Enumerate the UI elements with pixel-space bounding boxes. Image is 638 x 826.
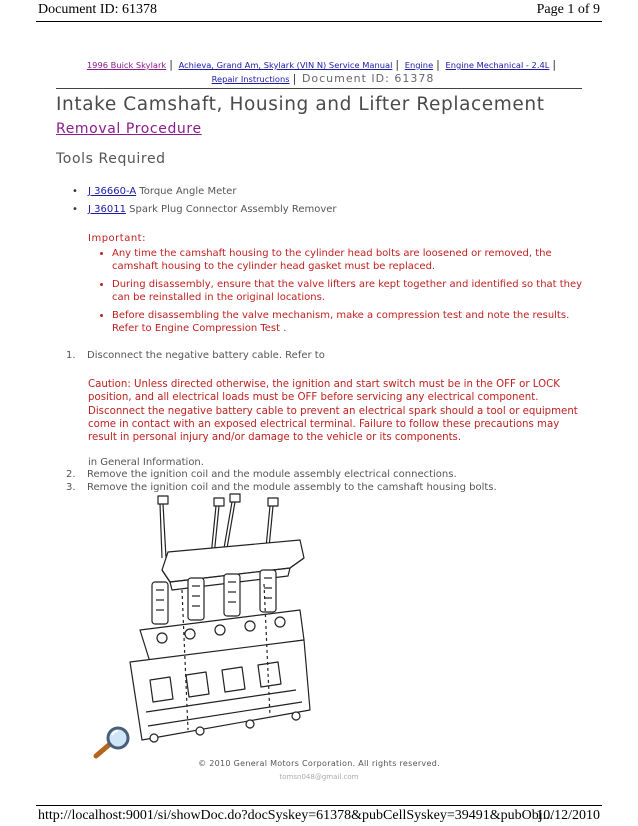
breadcrumb-link-engine-mechanical[interactable]: Engine Mechanical - 2.4L (445, 60, 550, 70)
bullet-icon: • (72, 204, 78, 215)
print-page-number: Page 1 of 9 (536, 2, 600, 17)
breadcrumb-link-repair-instructions[interactable]: Repair Instructions (211, 74, 290, 84)
step-text: Remove the ignition coil and the module assembly electrical connections. (87, 469, 457, 480)
tool-item (72, 186, 236, 197)
tool-item (72, 204, 337, 215)
step-number: 2. (66, 469, 76, 480)
caution-note: Caution: Unless directed otherwise, the ignition and start switch must be in the OFF or LOCK position, and all electrical loads must be OFF before servicing any electrical component. Disconnect the negative battery cable to prevent an electrical spark should a tool or equipment come in contact with an exposed electrical terminal. Failure to follow these precautions may result in personal injury and/or damage to the vehicle or its components. (88, 379, 578, 444)
print-doc-id: Document ID: 61378 (38, 2, 157, 17)
bullet-icon: • (72, 186, 78, 197)
important-item: • Before disassembling the valve mechanism, make a compression test and note the results. Refer to Engine Compression Test . (112, 309, 588, 335)
step-text: Disconnect the negative battery cable. Refer to (87, 350, 325, 361)
step-number: 3. (66, 482, 76, 493)
important-note (88, 232, 588, 340)
general-information-ref: in General Information. (88, 457, 204, 468)
important-item: • During disassembly, ensure that the valve lifters are kept together and identified so that they can be reinstalled in the original locations. (112, 278, 588, 304)
tool-link-j36660a[interactable]: J 36660-A (88, 186, 137, 197)
user-email: tomsn048@gmail.com (279, 773, 359, 781)
breadcrumb: 1996 Buick Skylark | Achieva, Grand Am, Skylark (VIN N) Service Manual | Engine | Engine Mechanical - 2.4L | Repair Instructions | Document ID: 61378 (86, 58, 557, 85)
title-divider (56, 88, 582, 89)
footer-divider (36, 805, 602, 806)
copyright-notice: © 2010 General Motors Corporation. All rights reserved. (198, 759, 440, 768)
breadcrumb-link-vehicle[interactable]: 1996 Buick Skylark (86, 60, 167, 70)
print-url: http://localhost:9001/si/showDoc.do?docSyskey=61378&pubCellSyskey=39491&pubObj... (38, 808, 554, 823)
section-removal-procedure: Removal Procedure (56, 121, 202, 137)
tool-description: Torque Angle Meter (139, 186, 237, 197)
important-heading: Important: (88, 233, 146, 244)
header-divider (36, 21, 602, 22)
page-title: Intake Camshaft, Housing and Lifter Replacement (56, 94, 545, 115)
procedure-step (66, 350, 325, 361)
tools-required-heading: Tools Required (56, 151, 166, 167)
print-date: 10/12/2010 (536, 808, 600, 823)
breadcrumb-document-id: Document ID: 61378 (301, 72, 435, 85)
breadcrumb-link-manual[interactable]: Achieva, Grand Am, Skylark (VIN N) Service Manual (178, 60, 393, 70)
engine-illustration (90, 490, 320, 764)
step-text: Remove the ignition coil and the module assembly to the camshaft housing bolts. (87, 482, 497, 493)
important-item: • Any time the camshaft housing to the cylinder head bolts are loosened or removed, the camshaft housing to the cylinder head gasket must be replaced. (112, 247, 588, 273)
step-number: 1. (66, 350, 76, 361)
tool-description: Spark Plug Connector Assembly Remover (129, 204, 337, 215)
tool-link-j36011[interactable]: J 36011 (88, 204, 126, 215)
breadcrumb-link-engine[interactable]: Engine (404, 60, 434, 70)
procedure-step (66, 469, 457, 480)
